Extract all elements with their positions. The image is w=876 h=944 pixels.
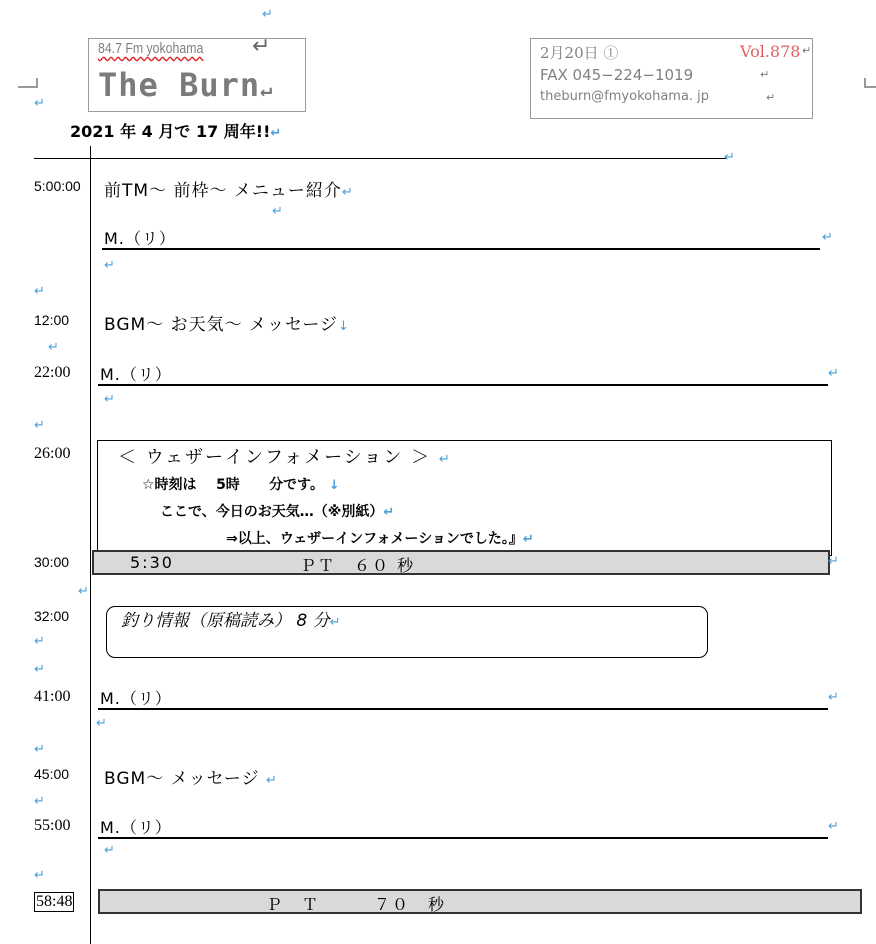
paragraph-mark: ↵ [760,68,770,81]
station-name: 84.7 Fm yokohama [98,40,204,57]
email-address: theburn@fmyokohama. jp [540,89,710,104]
music-row: M.（リ） [98,817,828,839]
row-time: 30:00 [34,554,70,570]
paragraph-mark: ↵ [34,284,45,299]
weather-closing-line: ⇒以上、ウェザーインフォメーションでした。』↵ [226,531,534,547]
paragraph-mark: ↵ [272,204,283,219]
row-time: 58:48 [36,893,73,910]
paragraph-mark: ↵ [828,366,839,381]
paragraph-mark: ↵ [252,34,271,59]
row-time: 22:00 [34,364,71,381]
paragraph-mark: ↵ [104,392,115,407]
pt-bar-60 [92,550,830,575]
corner-mark-right [864,78,876,88]
paragraph-mark: ↵ [802,44,812,57]
corner-mark-left [18,78,38,88]
paragraph-mark: ↵ [262,7,273,22]
fax-number: FAX 045−224−1019 [540,66,694,84]
row-time: 26:00 [34,445,71,462]
weather-title: ＜ ウェザーインフォメーション ＞ ↵ [118,447,452,468]
paragraph-mark: ↵ [104,258,115,273]
row-content: BGM〜 メッセージ ↵ [104,769,278,789]
row-content: BGM〜 お天気〜 メッセージ↓ [104,315,350,335]
row-time: 5:00:00 [34,178,81,194]
paragraph-mark: ↵ [34,794,45,809]
paragraph-mark: ↵ [104,843,115,858]
music-row: M.（リ） [98,364,828,386]
header-rule [34,158,726,159]
paragraph-mark: ↵ [34,418,45,433]
time-column-rule [90,146,91,944]
volume-number: Vol.878 [740,42,801,61]
paragraph-mark: ↵ [828,690,839,705]
show-title: The Burn↵ [98,66,274,104]
paragraph-mark: ↵ [34,662,45,677]
row-time: 32:00 [34,608,70,624]
paragraph-mark: ↵ [822,230,833,245]
anniversary-note: 2021 年 4 月で 17 周年!!↵ [70,122,282,141]
music-row: M.（リ） [98,688,828,710]
paragraph-mark: ↵ [34,868,45,883]
row-time: 55:00 [34,817,71,834]
paragraph-mark: ↵ [724,150,735,165]
paragraph-mark: ↵ [34,96,45,111]
row-time: 45:00 [34,766,70,782]
paragraph-mark: ↵ [34,742,45,757]
row-time: 12:00 [34,312,70,328]
row-content: 前TM〜 前枠〜 メニュー紹介↵ [104,181,354,201]
paragraph-mark: ↵ [96,716,107,731]
pt-time: 5:30 [130,553,174,572]
weather-forecast-line: ここで、今日のお天気…（※別紙）↵ [160,504,395,520]
broadcast-date: 2月20日 ① [540,44,619,62]
pt-label-60: ＰＴ ６０ 秒 [300,556,416,575]
pt-bar-70 [98,889,862,914]
row-time: 41:00 [34,688,71,705]
paragraph-mark: ↵ [78,584,89,599]
music-row: M.（リ） [102,228,820,250]
fishing-info: 釣り情報（原稿読み） 8 分↵ [121,611,341,631]
paragraph-mark: ↵ [828,819,839,834]
weather-time-line: ☆時刻は 5時 分です。 ↓ [142,477,340,493]
paragraph-mark: ↵ [48,340,59,355]
paragraph-mark: ↵ [766,91,776,104]
paragraph-mark: ↵ [828,554,839,569]
paragraph-mark: ↵ [34,634,45,649]
pt-label-70: Ｐ Ｔ ７０ 秒 [266,895,447,914]
